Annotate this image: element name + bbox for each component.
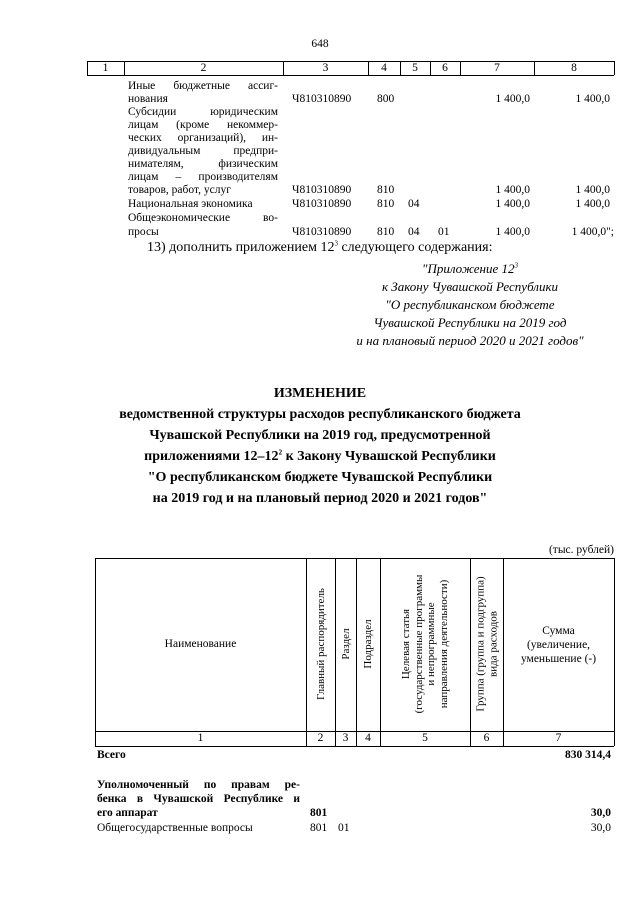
appendix-caption: "Приложение $12^3$ к Закону Чувашской Республики "О республиканском бюджете Чувашской Республики на 2019 год и на плановый период 2020 и 2021 годов": [356, 261, 584, 348]
col-number-4: 4: [365, 732, 371, 744]
title-heading: ИЗМЕНЕНИЕ: [273, 386, 367, 401]
top-row-4-name-line-2: просы: [128, 226, 159, 238]
top-row-1-name-line-1: Иные бюджетные ассиг-: [128, 80, 278, 92]
page-number: 648: [311, 38, 329, 50]
top-row-1-value-2019: 1 400,0: [495, 93, 530, 105]
top-row-2-code: Ч810310890: [292, 184, 352, 196]
row-general-amount: 30,0: [590, 822, 611, 834]
top-header-col-6: 6: [442, 62, 448, 74]
top-row-4-subsection: 01: [438, 226, 450, 238]
top-row-2-name-line-4: дивидуальным предпри-: [128, 145, 278, 157]
row-ombudsman-name-line-2: бенка в Чувашской Республике и: [97, 793, 300, 805]
top-header-col-8: 8: [571, 62, 577, 74]
top-row-2-group: 810: [377, 184, 395, 196]
top-row-1-group: 800: [377, 93, 395, 105]
top-row-3-section: 04: [408, 198, 420, 210]
row-ombudsman-amount: 30,0: [590, 807, 611, 819]
document-title: ИЗМЕНЕНИЕ ведомственной структуры расходов республиканского бюджета Чувашской Республики на 2019 год, предусмотренной приложениями $12-12^2$ к Закону Чувашской Республики "О республиканском бюджете Чувашской Республики на 2019 год и на плановый период 2020 и 2021 годов": [0, 383, 640, 509]
top-row-3-value-2019: 1 400,0: [495, 198, 530, 210]
top-row-4-value-2020: 1 400,0";: [571, 226, 614, 238]
col-number-3: 3: [342, 732, 349, 744]
row-general-manager: 801: [310, 822, 328, 834]
total-amount: 830 314,4: [565, 749, 611, 761]
units-label: (тыс. рублей): [548, 544, 614, 556]
amendment-text: 13) дополнить приложением $12^3$ следующего содержания:: [147, 239, 493, 255]
top-row-2-value-2019: 1 400,0: [495, 184, 530, 196]
top-row-1-value-2020: 1 400,0: [575, 93, 610, 105]
header-main-manager: Главный распорядитель: [314, 588, 327, 700]
top-header-col-5: 5: [412, 62, 418, 74]
top-header-col-7: 7: [494, 62, 500, 74]
top-header-col-3: 3: [322, 62, 329, 74]
top-header-col-4: 4: [381, 62, 387, 74]
col-number-2: 2: [317, 732, 324, 744]
top-row-2-name-line-5: нимателям, физическим: [128, 158, 278, 170]
top-row-3-value-2020: 1 400,0: [575, 198, 610, 210]
top-row-2-value-2020: 1 400,0: [575, 184, 610, 196]
top-row-3-name-line-1: Национальная экономика: [128, 198, 253, 210]
top-row-4-group: 810: [377, 226, 395, 238]
top-row-4-name-line-1: Общеэкономические во-: [128, 212, 278, 224]
top-row-1-code: Ч810310890: [292, 93, 352, 105]
col-number-7: 7: [555, 732, 562, 744]
top-row-3-code: Ч810310890: [292, 198, 352, 210]
row-ombudsman-name-line-1: Уполномоченный по правам ре-: [97, 779, 300, 791]
top-header-col-2: 2: [200, 62, 207, 74]
top-header-col-1: 1: [102, 62, 109, 74]
header-subsection: Подраздел: [361, 619, 374, 669]
row-ombudsman-name-line-3: его аппарат: [97, 807, 158, 819]
col-number-1: 1: [197, 732, 204, 744]
total-label: Всего: [97, 749, 126, 761]
top-row-1-name-line-2: нования: [128, 93, 168, 105]
top-row-2-name-line-6: лицам – производителям: [128, 171, 278, 183]
row-ombudsman-manager: 801: [310, 807, 328, 819]
row-general-name: Общегосударственные вопросы: [97, 822, 253, 834]
top-row-2-name-line-2: лицам (кроме некоммер-: [128, 119, 278, 131]
top-row-4-code: Ч810310890: [292, 226, 352, 238]
header-section: Раздел: [339, 628, 352, 660]
top-row-2-name-line-7: товаров, работ, услуг: [128, 184, 231, 196]
row-general-section: 01: [338, 822, 350, 834]
header-sum: Сумма (увеличение, уменьшение (-): [520, 625, 597, 665]
header-name: Наименование: [164, 638, 237, 650]
top-row-3-group: 810: [377, 198, 395, 210]
top-row-2-name-line-1: Субсидии юридическим: [128, 106, 278, 118]
col-number-6: 6: [483, 732, 490, 744]
top-row-2-name-line-3: ческих организаций), ин-: [128, 132, 278, 144]
header-target-article: Целевая статья (государственные программы и непрограммные направления деятельности): [400, 574, 450, 714]
top-row-4-section: 04: [408, 226, 420, 238]
top-row-4-value-2019: 1 400,0: [495, 226, 530, 238]
col-number-5: 5: [422, 732, 428, 744]
header-expense-type: Группа (группа и подгруппа) вида расходов: [474, 576, 499, 712]
